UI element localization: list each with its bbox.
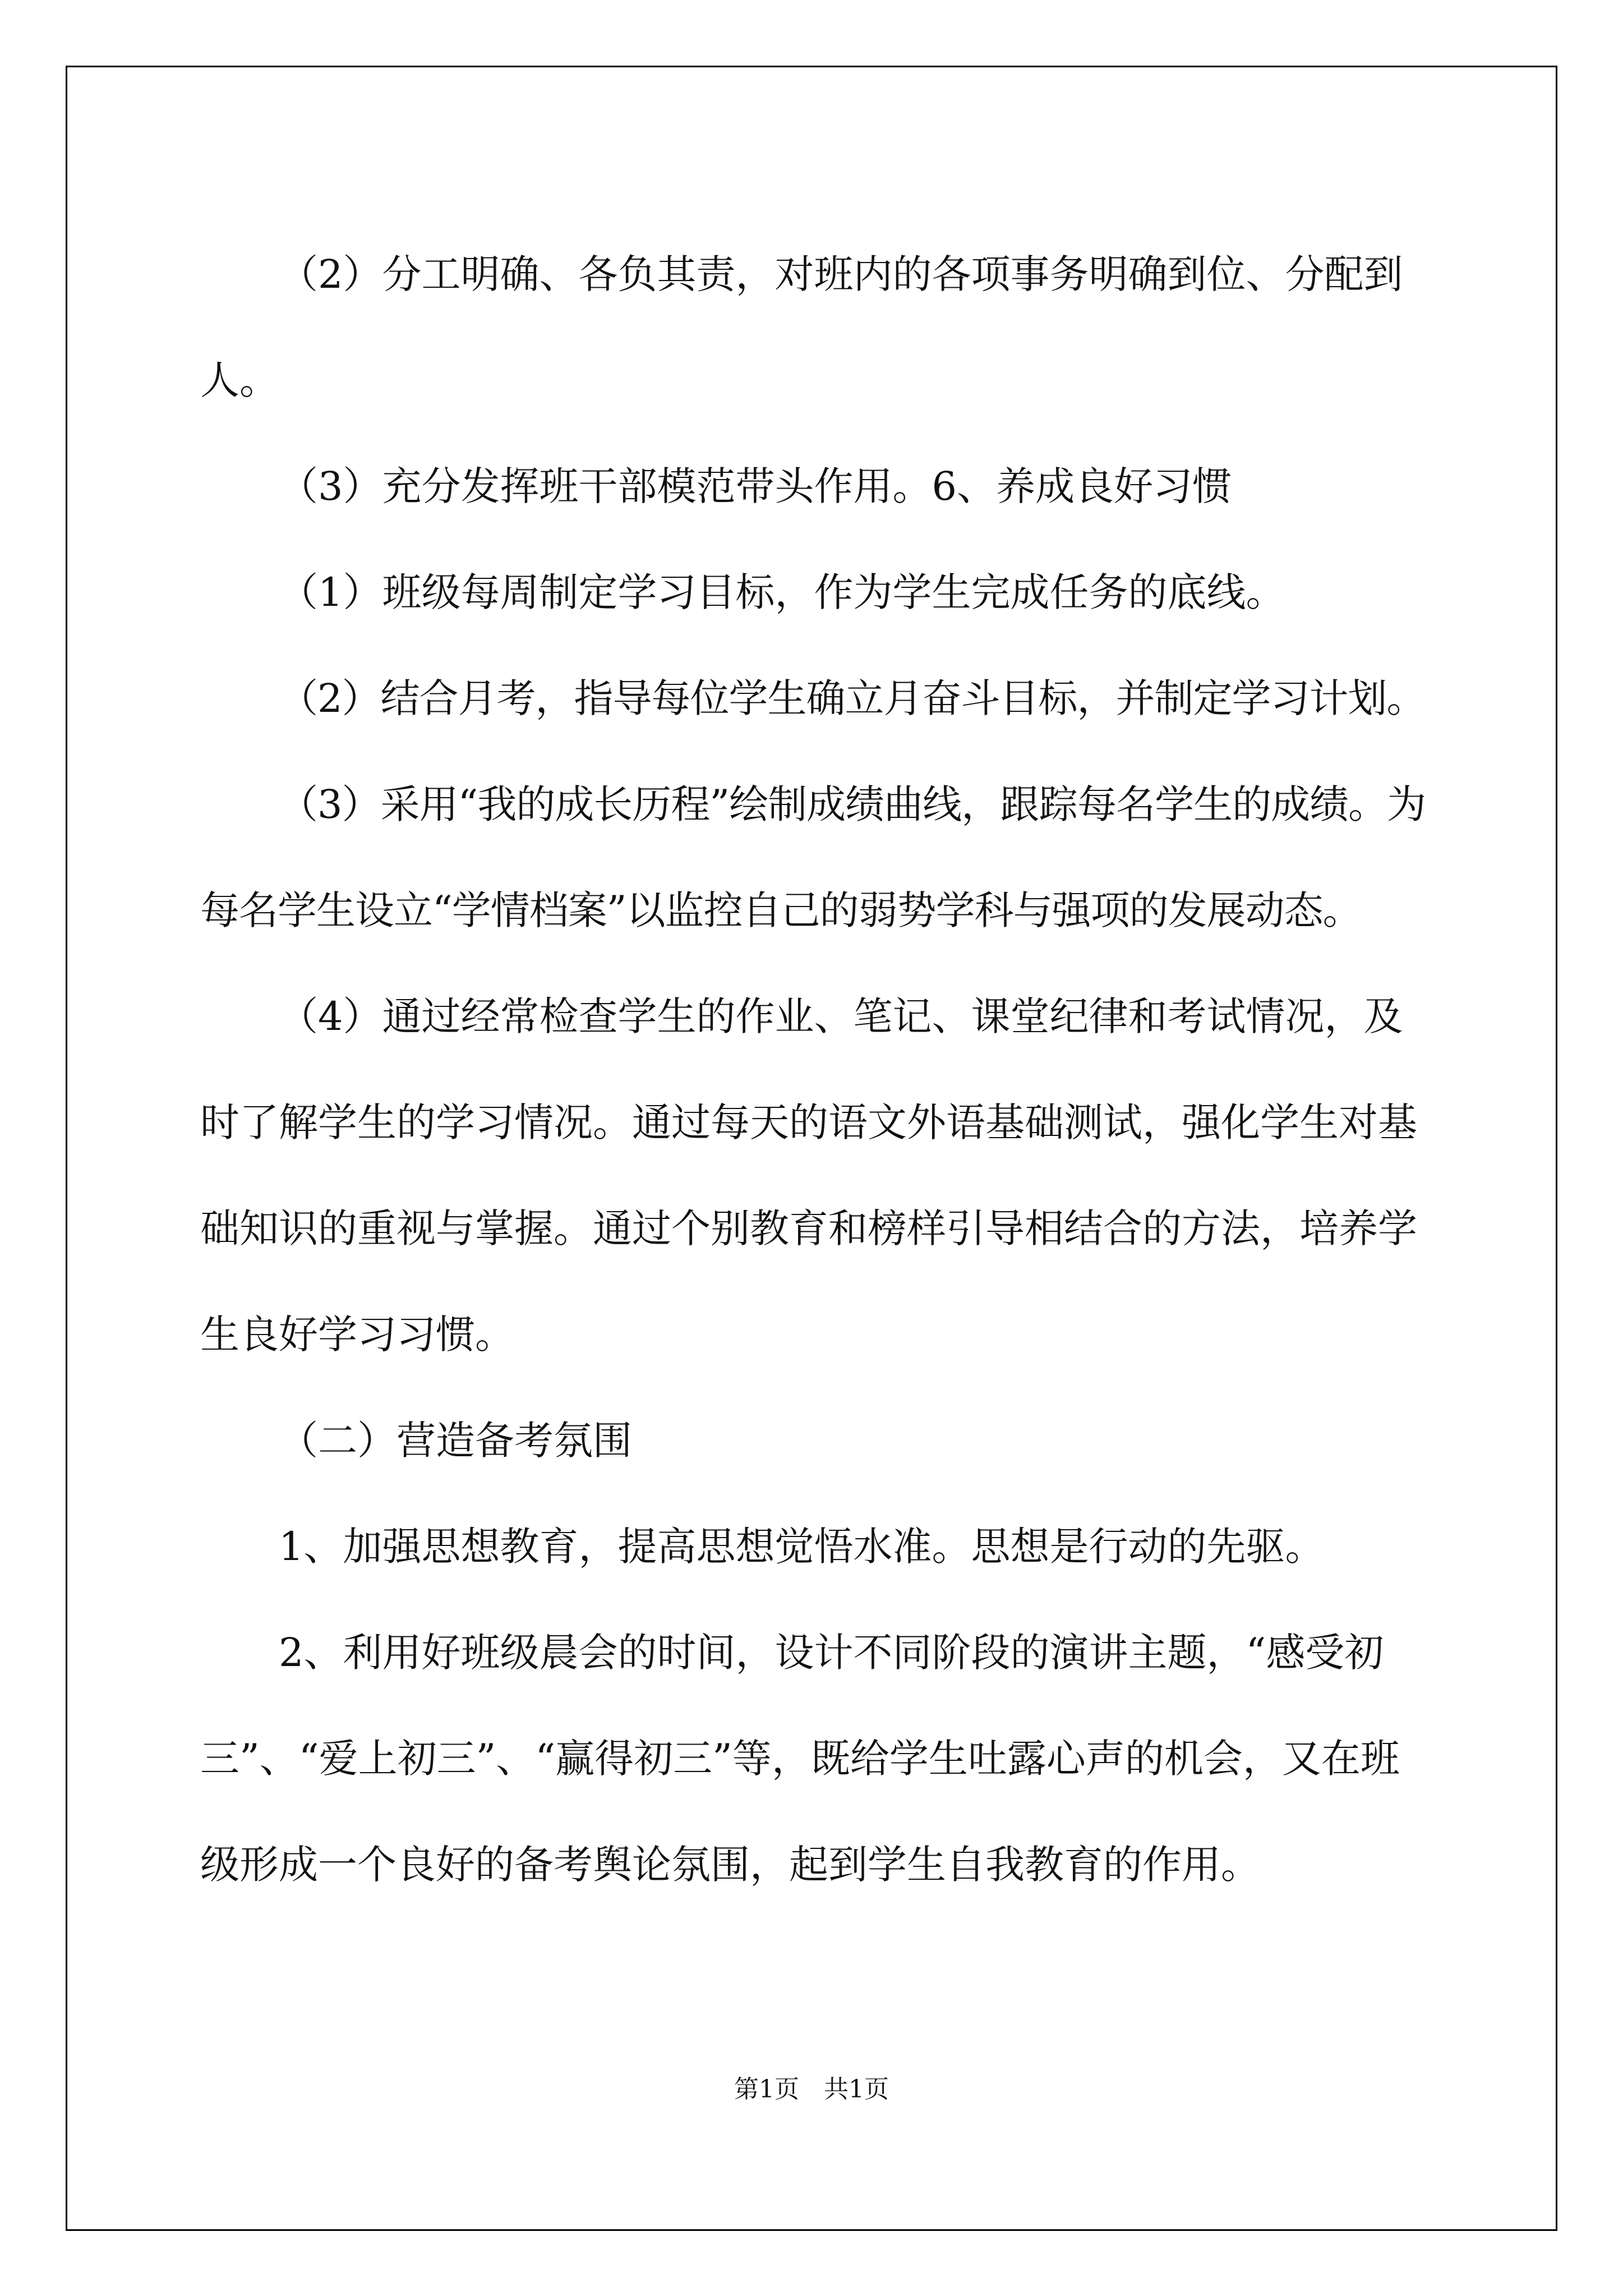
page-footer (0, 2069, 1623, 2105)
paragraph: （3）采用“我的成长历程”绘制成绩曲线，跟踪每名学生的成绩。为每名学生设立“学情档案”以监控自己的弱势学科与强项的发展动态。 (200, 781, 1426, 933)
paragraph: （2）结合月考，指导每位学生确立月奋斗目标，并制定学习计划。 (279, 675, 1426, 721)
paragraph: 1、加强思想教育，提高思想觉悟水准。思想是行动的先驱。 (279, 1524, 1325, 1570)
page-number: 第1页 共1页 (734, 2075, 889, 2104)
document-body (200, 222, 1434, 1918)
paragraph: 2、利用好班级晨会的时间，设计不同阶段的演讲主题，“感受初三”、“爱上初三”、“赢得初三”等，既给学生吐露心声的机会，又在班级形成一个良好的备考舆论氛围，起到学生自我教育的作用。 (200, 1630, 1400, 1888)
section-heading: （二）营造备考氛围 (279, 1418, 632, 1464)
paragraph: （1）班级每周制定学习目标，作为学生完成任务的底线。 (279, 569, 1285, 615)
paragraph: （2）分工明确、各负其责，对班内的各项事务明确到位、分配到人。 (200, 251, 1403, 403)
paragraph: （3）充分发挥班干部模范带头作用。6、养成良好习惯 (279, 463, 1232, 509)
paragraph: （4）通过经常检查学生的作业、笔记、课堂纪律和考试情况，及时了解学生的学习情况。通过每天的语文外语基础测试，强化学生对基础知识的重视与掌握。通过个别教育和榜样引导相结合的方法，培养学生良好学习习惯。 (200, 993, 1417, 1358)
